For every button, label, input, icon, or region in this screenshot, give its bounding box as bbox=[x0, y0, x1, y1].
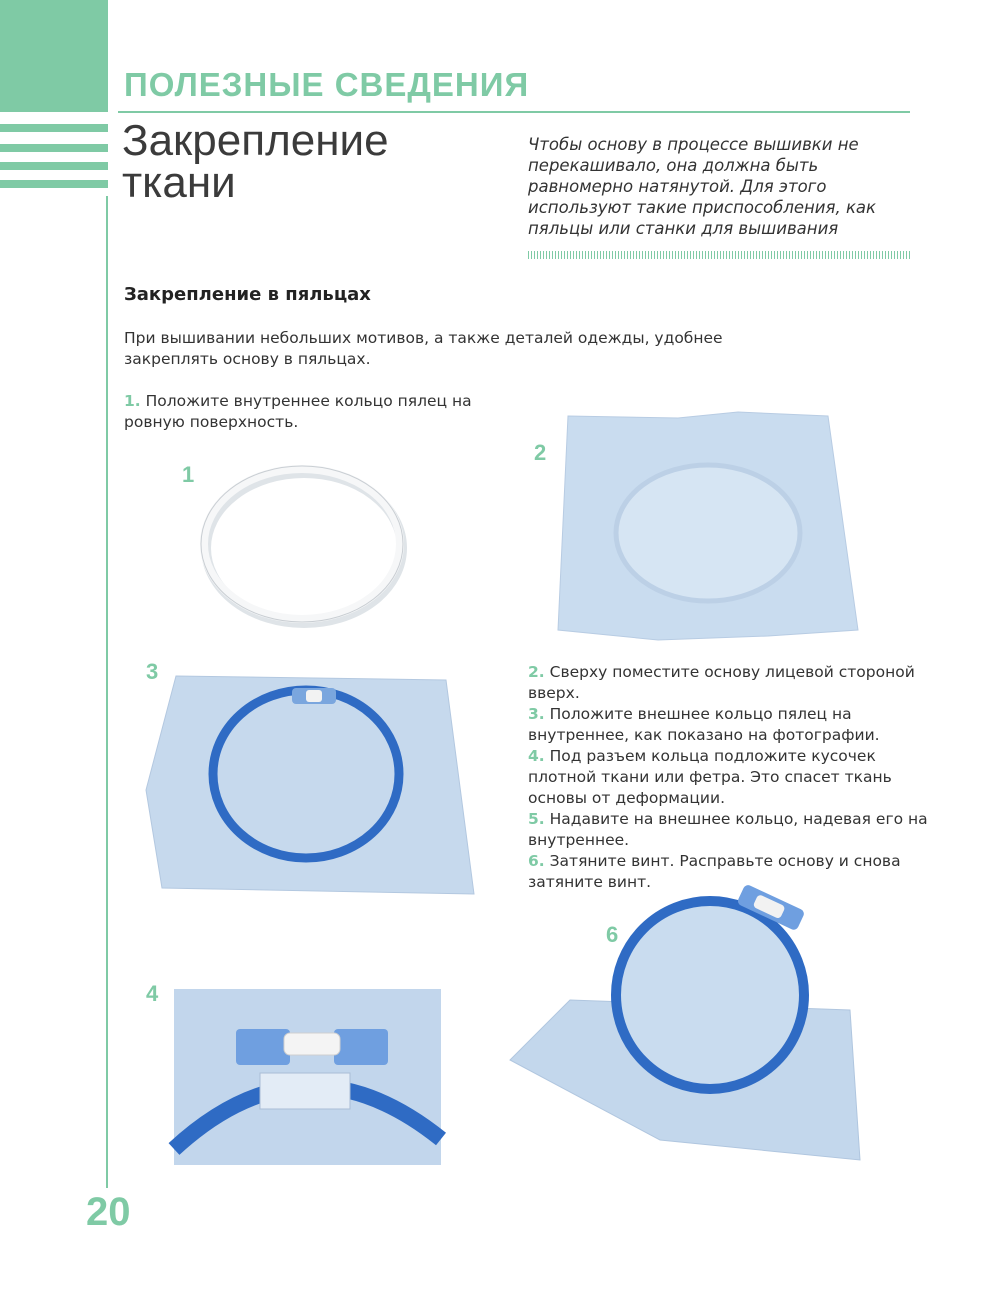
figure-number: 3 bbox=[146, 659, 159, 684]
dotted-rule bbox=[528, 251, 910, 259]
steps-list bbox=[528, 662, 928, 893]
page-title-line: Закрепление bbox=[122, 116, 389, 165]
margin-rule bbox=[106, 196, 108, 1188]
figure-number: 1 bbox=[182, 462, 195, 487]
step-text: Сверху поместите основу лицевой стороной вверх. bbox=[528, 663, 915, 702]
photo-inner-ring bbox=[196, 460, 411, 626]
page-number: 20 bbox=[86, 1190, 131, 1234]
header-stripe bbox=[0, 162, 108, 170]
step-number: 4. bbox=[528, 747, 545, 765]
photo-outer-ring bbox=[146, 670, 476, 900]
step-text: Положите внутреннее кольцо пялец на ровную поверхность. bbox=[124, 392, 472, 431]
clasp-right bbox=[334, 1029, 388, 1065]
step-text: Под разъем кольца подложите кусочек плотной ткани или фетра. Это спасет ткань основы от деформации. bbox=[528, 747, 892, 807]
step-5 bbox=[528, 809, 928, 851]
header-color-block bbox=[0, 0, 108, 112]
hoop-screw bbox=[306, 690, 322, 702]
page-title bbox=[122, 116, 502, 207]
photo-fabric-on-ring bbox=[558, 408, 863, 643]
step-text: Затяните винт. Расправьте основу и снова затяните винт. bbox=[528, 852, 901, 891]
page-title-line: ткани bbox=[122, 158, 236, 207]
ring bbox=[204, 469, 400, 619]
step-number: 5. bbox=[528, 810, 545, 828]
step-number: 2. bbox=[528, 663, 545, 681]
intro-paragraph: При вышивании небольших мотивов, а также деталей одежды, удобнее закреплять основу в пяльцах. bbox=[124, 329, 723, 368]
section-title: ПОЛЕЗНЫЕ СВЕДЕНИЯ bbox=[124, 66, 530, 103]
subhead: Закрепление в пяльцах bbox=[124, 284, 371, 305]
step-6 bbox=[528, 851, 928, 893]
step-number: 6. bbox=[528, 852, 545, 870]
header-stripe bbox=[0, 144, 108, 152]
step-text: Положите внешнее кольцо пялец на внутреннее, как показано на фотографии. bbox=[528, 705, 880, 744]
step-3 bbox=[528, 704, 928, 746]
step-4 bbox=[528, 746, 928, 809]
felt-piece bbox=[260, 1073, 350, 1109]
step-number: 1. bbox=[124, 392, 141, 410]
hoop-screw bbox=[284, 1033, 340, 1055]
header-rule bbox=[118, 111, 910, 113]
step-text: Надавите на внешнее кольцо, надевая его на внутреннее. bbox=[528, 810, 928, 849]
header-stripe bbox=[0, 124, 108, 132]
step-2 bbox=[528, 662, 928, 704]
step-1 bbox=[124, 391, 504, 433]
step-number: 3. bbox=[528, 705, 545, 723]
figure-number: 6 bbox=[606, 922, 619, 947]
figure-number: 2 bbox=[534, 440, 547, 465]
header-stripe bbox=[0, 180, 108, 188]
photo-tightened-hoop bbox=[510, 890, 870, 1170]
figure-number: 4 bbox=[146, 981, 159, 1006]
clasp-left bbox=[236, 1029, 290, 1065]
intro-text: Чтобы основу в процессе вышивки не перекашивало, она должна быть равномерно натянутой. Для этого используют такие приспособления, как пяльцы или станки для вышивания bbox=[528, 135, 876, 238]
photo-clasp-felt bbox=[174, 989, 441, 1165]
